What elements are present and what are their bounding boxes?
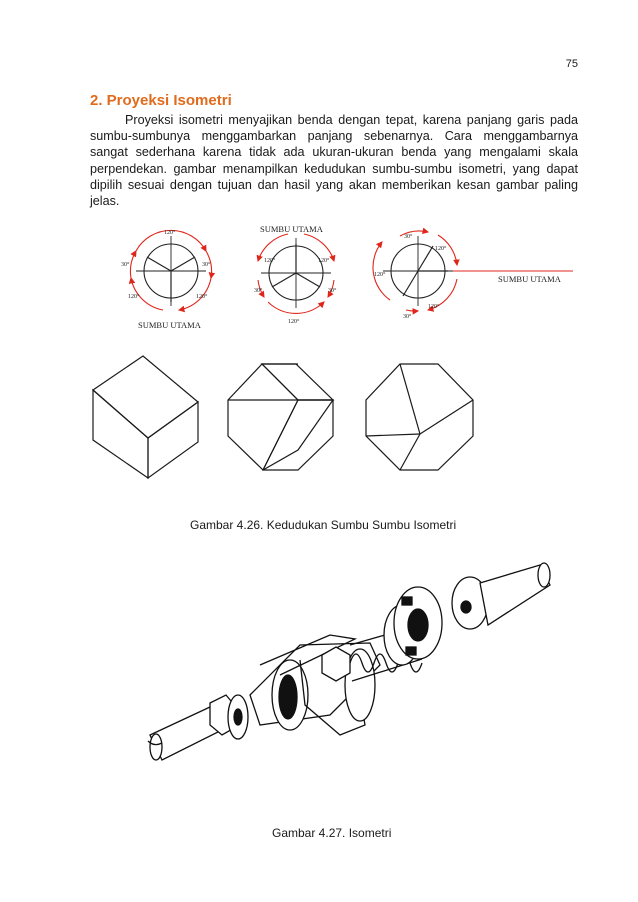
- axis-diagram-2: [254, 224, 337, 325]
- angle-label: 30°: [404, 234, 413, 240]
- section-title: 2. Proyeksi Isometri: [90, 92, 232, 109]
- axis-diagram-1: [121, 229, 212, 330]
- isometric-axis-diagrams: [88, 222, 578, 337]
- angle-label: 120°: [318, 258, 330, 264]
- angle-label: 120°: [128, 294, 140, 300]
- body-paragraph: [90, 112, 578, 209]
- nut-and-washer: [210, 695, 248, 739]
- main-axis-label: SUMBU UTAMA: [260, 224, 323, 234]
- page-number: 75: [565, 58, 578, 70]
- cube-2: [228, 364, 333, 470]
- angle-label: 120°: [374, 272, 386, 278]
- angle-label: 120°: [164, 230, 176, 236]
- angle-label: 30°: [254, 288, 263, 294]
- angle-label: 120°: [196, 294, 208, 300]
- angle-label: 30°: [403, 314, 412, 320]
- angle-label: 120°: [435, 246, 447, 252]
- cube-3: [366, 364, 473, 470]
- axis-diagram-3: [373, 231, 573, 320]
- cube-1: [93, 356, 198, 478]
- angle-label: 120°: [428, 304, 440, 310]
- figure-4-26-caption: Gambar 4.26. Kedudukan Sumbu Sumbu Isometri: [190, 518, 457, 532]
- hex-nut: [322, 647, 350, 681]
- right-shaft: [452, 563, 550, 629]
- angle-label: 30°: [121, 262, 130, 268]
- angle-label: 120°: [264, 258, 276, 264]
- fork-body: [250, 635, 380, 735]
- paragraph-text: Proyeksi isometri menyajikan benda dengan tepat, karena panjang garis pada sumbu-sumbunya menggambarkan panjang sebenarnya. Cara menggambarnya sangat sederhana karena tidak ada ukuran-ukuran benda yang mengalami skala perpendekan. gambar menampilkan kedudukan sumbu-sumbu isometri, yang dapat dipilih sesuai dengan tujuan dan hasil yang akan memberikan kesan gambar paling jelas.: [90, 113, 578, 209]
- figure-4-27-caption: Gambar 4.27. Isometri: [272, 826, 392, 840]
- angle-label: 30°: [328, 288, 337, 294]
- angle-label: 30°: [202, 262, 211, 268]
- main-axis-label: SUMBU UTAMA: [138, 320, 201, 330]
- exploded-isometric-drawing: [140, 555, 560, 775]
- main-axis-label: SUMBU UTAMA: [498, 274, 561, 284]
- dog-clutch: [384, 587, 442, 665]
- angle-label: 120°: [288, 319, 300, 325]
- isometric-cubes: [88, 350, 548, 490]
